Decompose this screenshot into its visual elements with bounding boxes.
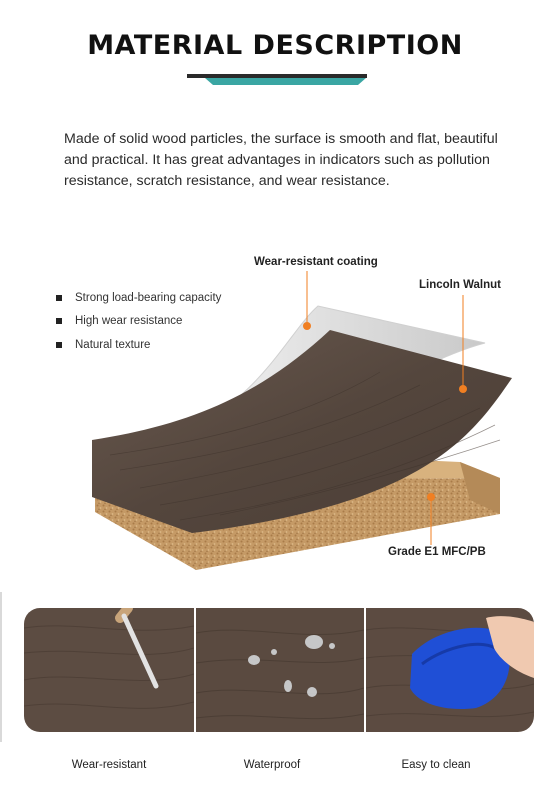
side-divider [0,592,2,742]
photo-waterproof [196,608,364,732]
caption-wear-resistant: Wear-resistant [71,759,147,771]
coating-label: Wear-resistant coating [254,256,378,268]
photo-easy-to-clean [366,608,534,732]
feature-label: High wear resistance [75,315,183,328]
feature-label: Strong load-bearing capacity [75,291,222,304]
board-label: Grade E1 MFC/PB [388,546,486,558]
board-layer-illustration [0,240,550,580]
caption-easy-to-clean: Easy to clean [401,759,471,771]
feature-label: Natural texture [75,338,151,351]
title-accent-bar [205,78,366,85]
veneer-callout-dot [459,385,467,393]
page-title: MATERIAL DESCRIPTION [87,30,463,61]
veneer-label: Lincoln Walnut [419,279,501,291]
board-callout-dot [427,493,435,501]
caption-waterproof: Waterproof [243,759,301,771]
coating-callout-dot [303,322,311,330]
photo-wear-resistant [24,608,194,732]
intro-paragraph: Made of solid wood particles, the surface is smooth and flat, beautiful and practical. It has great advantages in indicators such as pollution resistance, scratch resistance, and wear resistance. [64,131,498,189]
